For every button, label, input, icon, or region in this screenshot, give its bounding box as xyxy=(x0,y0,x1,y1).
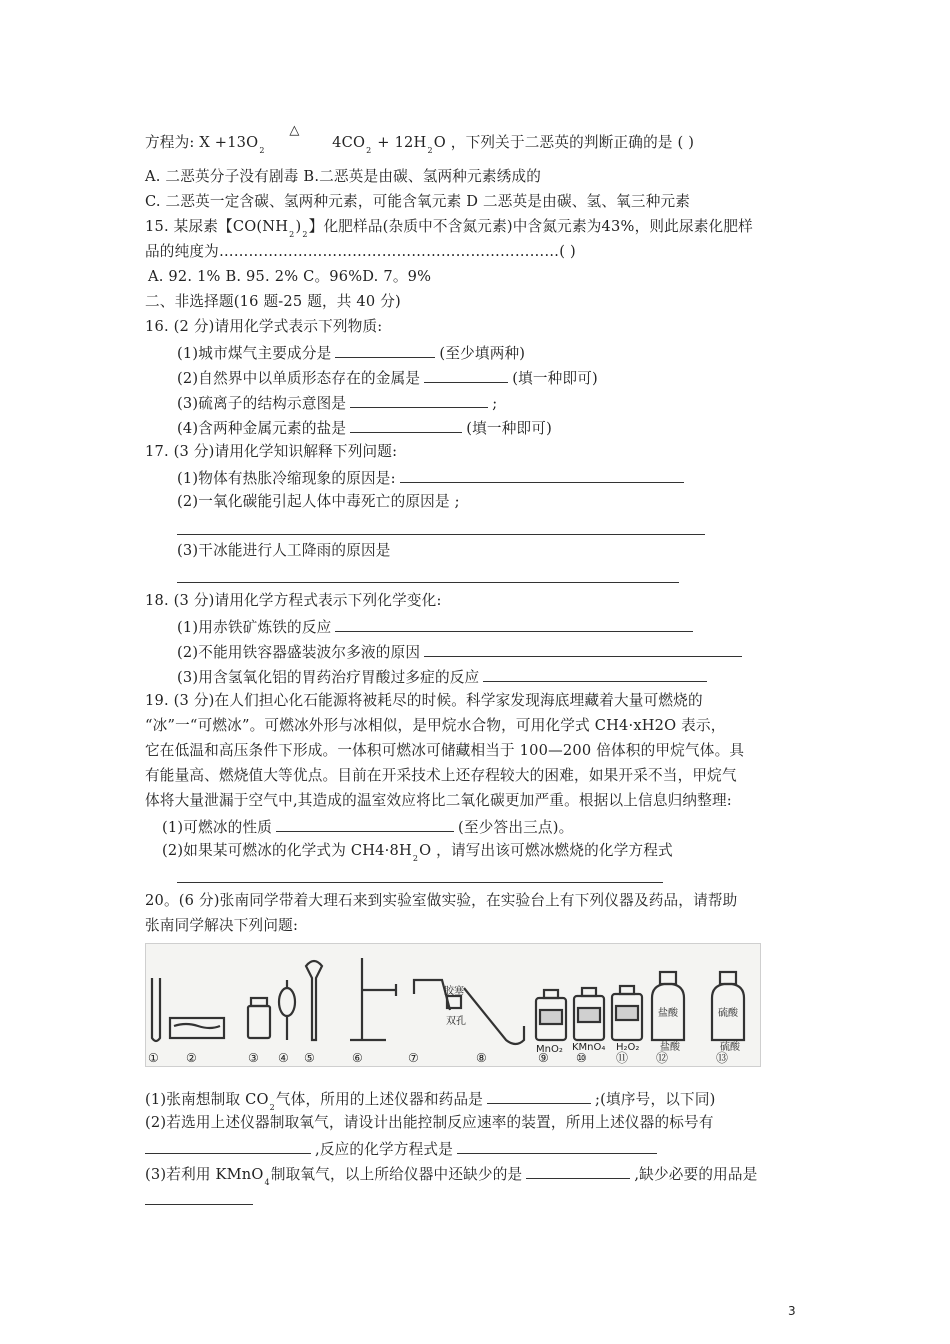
q16-part1-tail: (至少填两种) xyxy=(439,345,526,362)
q16-part1-text: (1)城市煤气主要成分是 xyxy=(177,345,332,362)
q19-line1: 19. (3 分)在人们担心化石能源将被耗尽的时候。科学家发现海底埋藏着大量可燃烧的 xyxy=(145,692,703,709)
q20-subscript: 2 xyxy=(269,1103,275,1112)
bottle-shape xyxy=(248,1006,270,1038)
q18-stem: 18. (3 分)请用化学方程式表示下列化学变化: xyxy=(145,592,442,609)
q20-part1 xyxy=(145,1089,716,1111)
figure-index-4: ④ xyxy=(278,1051,289,1065)
label-hcl: 盐酸 xyxy=(658,1008,678,1019)
q20-part3-tail: ,缺少必要的用品是 xyxy=(634,1166,758,1183)
label-h2so4-caption: 硫酸 xyxy=(720,1042,740,1053)
label-h2so4: 硫酸 xyxy=(718,1008,738,1019)
q20-part2: (2)若选用上述仪器制取氧气，请设计出能控制反应速率的装置，所用上述仪器的标号有 xyxy=(145,1114,714,1131)
q20-part3-text: (3)若利用 KMnO xyxy=(145,1166,264,1183)
test-tube-shape xyxy=(152,978,160,1041)
q16-part3-text: (3)硫离子的结构示意图是 xyxy=(177,395,347,412)
q19-part1 xyxy=(162,817,573,837)
figure-index-9: ⑨ xyxy=(538,1051,549,1065)
q16-part2-tail: (填一种即可) xyxy=(512,370,598,387)
q19-part2-text: O ，请写出该可燃冰燃烧的化学方程式 xyxy=(419,842,673,859)
answer-blank[interactable] xyxy=(487,1089,591,1104)
eq-text: O ，下列关于二恶英的判断正确的是 ( ) xyxy=(433,134,695,151)
figure-index-2: ② xyxy=(186,1051,197,1065)
q16-part3 xyxy=(177,393,497,413)
eq-text: 方程为: X +13O xyxy=(145,134,259,151)
answer-blank[interactable] xyxy=(350,393,488,408)
q17-part1 xyxy=(177,468,688,488)
q18-part1 xyxy=(177,617,697,637)
q19-part1-tail: (至少答出三点)。 xyxy=(458,819,574,836)
eq-text: 4CO xyxy=(332,134,366,151)
q20-part1-tail: ;(填序号，以下同) xyxy=(595,1091,716,1108)
answer-blank[interactable] xyxy=(424,642,742,657)
figure-index-6: ⑥ xyxy=(352,1051,363,1065)
q16-part4-tail: (填一种即可) xyxy=(466,420,552,437)
delta-symbol: △ xyxy=(289,123,300,138)
label-hcl-caption: 盐酸 xyxy=(660,1042,680,1053)
q15-stem xyxy=(145,218,753,238)
answer-line[interactable] xyxy=(177,534,705,535)
q20-part1-text: 气体，所用的上述仪器和药品是 xyxy=(275,1091,484,1108)
eq-subscript: 2 xyxy=(427,146,433,155)
q18-part1-text: (1)用赤铁矿炼铁的反应 xyxy=(177,619,332,636)
answer-blank[interactable] xyxy=(145,1139,311,1154)
q15-text: 】化肥样品(杂质中不含氮元素)中含氮元素为43%，则此尿素化肥样 xyxy=(308,218,753,235)
q15-stem-line2: 品的纯度为……………………………………………………………( ) xyxy=(145,243,576,260)
apparatus-drawing xyxy=(146,944,760,1066)
q20-line2: 张南同学解决下列问题: xyxy=(145,917,299,934)
q20-line1: 20。(6 分)张南同学带着大理石来到实验室做实验，在实验台上有下列仪器及药品，请帮助 xyxy=(145,892,738,909)
eq-text: + 12H xyxy=(372,134,427,151)
q20-part1-text: (1)张南想制取 CO xyxy=(145,1091,269,1108)
eq-subscript: 2 xyxy=(366,146,372,155)
q19-line2: “冰”一“可燃冰”。可燃冰外形与冰相似，是甲烷水合物，可用化学式 CH4·xH2O 表示， xyxy=(145,717,726,734)
answer-line[interactable] xyxy=(177,882,663,883)
q19-part2-text: (2)如果某可燃冰的化学式为 CH4·8H xyxy=(162,842,412,859)
figure-index-12: ⑫ xyxy=(656,1051,669,1065)
answer-blank[interactable] xyxy=(424,368,508,383)
funnel-shape xyxy=(306,961,322,1040)
answer-blank[interactable] xyxy=(526,1164,630,1179)
label-kmno4: KMnO₄ xyxy=(572,1042,606,1053)
figure-index-8: ⑧ xyxy=(476,1051,487,1065)
q18-part2 xyxy=(177,642,746,662)
q14-options-cd: C. 二恶英一定含碳、氢两种元素，可能含氧元素 D 二恶英是由碳、氢、氧三种元素 xyxy=(145,193,691,210)
q20-subscript: 4 xyxy=(264,1178,270,1187)
q20-part3-text: 制取氧气，以上所给仪器中还缺少的是 xyxy=(270,1166,523,1183)
q17-part2: (2)一氧化碳能引起人体中毒死亡的原因是 ; xyxy=(177,493,460,510)
answer-line[interactable] xyxy=(145,1204,253,1205)
q19-line3: 它在低温和高压条件下形成。一体积可燃冰可储藏相当于 100—200 倍体积的甲烷气体。具 xyxy=(145,742,745,759)
answer-line[interactable] xyxy=(177,582,679,583)
q20-part2-line2 xyxy=(145,1139,661,1159)
q18-part3 xyxy=(177,667,711,687)
q19-part2 xyxy=(162,842,673,862)
label-h2o2: H₂O₂ xyxy=(616,1042,640,1053)
bottle-neck xyxy=(251,998,267,1006)
q15-subscript: 2 xyxy=(302,230,308,239)
label-shuangkong: 双孔 xyxy=(446,1016,466,1027)
q17-part3: (3)干冰能进行人工降雨的原因是 xyxy=(177,542,391,559)
figure-index-13: ⑬ xyxy=(716,1051,729,1065)
q16-part1 xyxy=(177,343,525,363)
q18-part3-text: (3)用含氢氧化铝的胃药治疗胃酸过多症的反应 xyxy=(177,669,480,686)
q17-part1-text: (1)物体有热胀冷缩现象的原因是: xyxy=(177,470,396,487)
figure-index-3: ③ xyxy=(248,1051,259,1065)
q14-options-ab: A. 二恶英分子没有剧毒 B.二恶英是由碳、氢两种元素绣成的 xyxy=(145,168,542,185)
q16-stem: 16. (2 分)请用化学式表示下列物质: xyxy=(145,318,383,335)
figure-index-7: ⑦ xyxy=(408,1051,419,1065)
section-heading: 二、非选择题(16 题-25 题，共 40 分) xyxy=(145,293,401,310)
q16-part2-text: (2)自然界中以单质形态存在的金属是 xyxy=(177,370,421,387)
page-number: 3 xyxy=(788,1304,796,1318)
q15-options: A. 92. 1% B. 95. 2% C。96%D. 7。9% xyxy=(148,268,432,285)
figure-index-11: ⑪ xyxy=(616,1051,629,1065)
q15-text: 15. 某尿素【CO(NH xyxy=(145,218,289,235)
q19-line4: 有能量高、燃烧值大等优点。目前在开采技术上还存程较大的困难，如果开采不当，甲烷气 xyxy=(145,767,737,784)
answer-blank[interactable] xyxy=(335,343,435,358)
answer-blank[interactable] xyxy=(276,817,454,832)
q20-part3 xyxy=(145,1164,758,1186)
separatory-funnel-shape xyxy=(279,988,295,1016)
apparatus-figure xyxy=(145,943,761,1067)
q19-line5: 体将大量泄漏于空气中,其造成的温室效应将比二氧化碳更加严重。根据以上信息归纳整理: xyxy=(145,792,732,809)
q16-part2 xyxy=(177,368,598,388)
label-mno2: MnO₂ xyxy=(536,1044,563,1055)
eq-subscript: 2 xyxy=(259,146,265,155)
answer-blank[interactable] xyxy=(350,418,462,433)
q18-part2-text: (2)不能用铁容器盛装波尔多液的原因 xyxy=(177,644,421,661)
q19-part1-text: (1)可燃冰的性质 xyxy=(162,819,273,836)
q17-stem: 17. (3 分)请用化学知识解释下列问题: xyxy=(145,443,398,460)
answer-blank[interactable] xyxy=(335,617,693,632)
q16-part3-tail: ; xyxy=(492,395,498,412)
glass-tube-shape xyxy=(464,988,524,1044)
q20-part2-text: ,反应的化学方程式是 xyxy=(315,1141,453,1158)
figure-index-10: ⑩ xyxy=(576,1051,587,1065)
answer-blank[interactable] xyxy=(483,667,707,682)
answer-blank[interactable] xyxy=(457,1139,657,1154)
q16-part4 xyxy=(177,418,552,438)
answer-blank[interactable] xyxy=(400,468,684,483)
figure-index-5: ⑤ xyxy=(304,1051,315,1065)
label-rubber: 胶塞 xyxy=(444,986,464,997)
q14-equation xyxy=(145,123,695,155)
q16-part4-text: (4)含两种金属元素的盐是 xyxy=(177,420,347,437)
q19-subscript: 2 xyxy=(412,854,419,863)
q15-text: ) xyxy=(295,218,302,235)
trough-water xyxy=(174,1024,220,1028)
figure-index-1: ① xyxy=(148,1051,159,1065)
q15-subscript: 2 xyxy=(289,230,295,239)
